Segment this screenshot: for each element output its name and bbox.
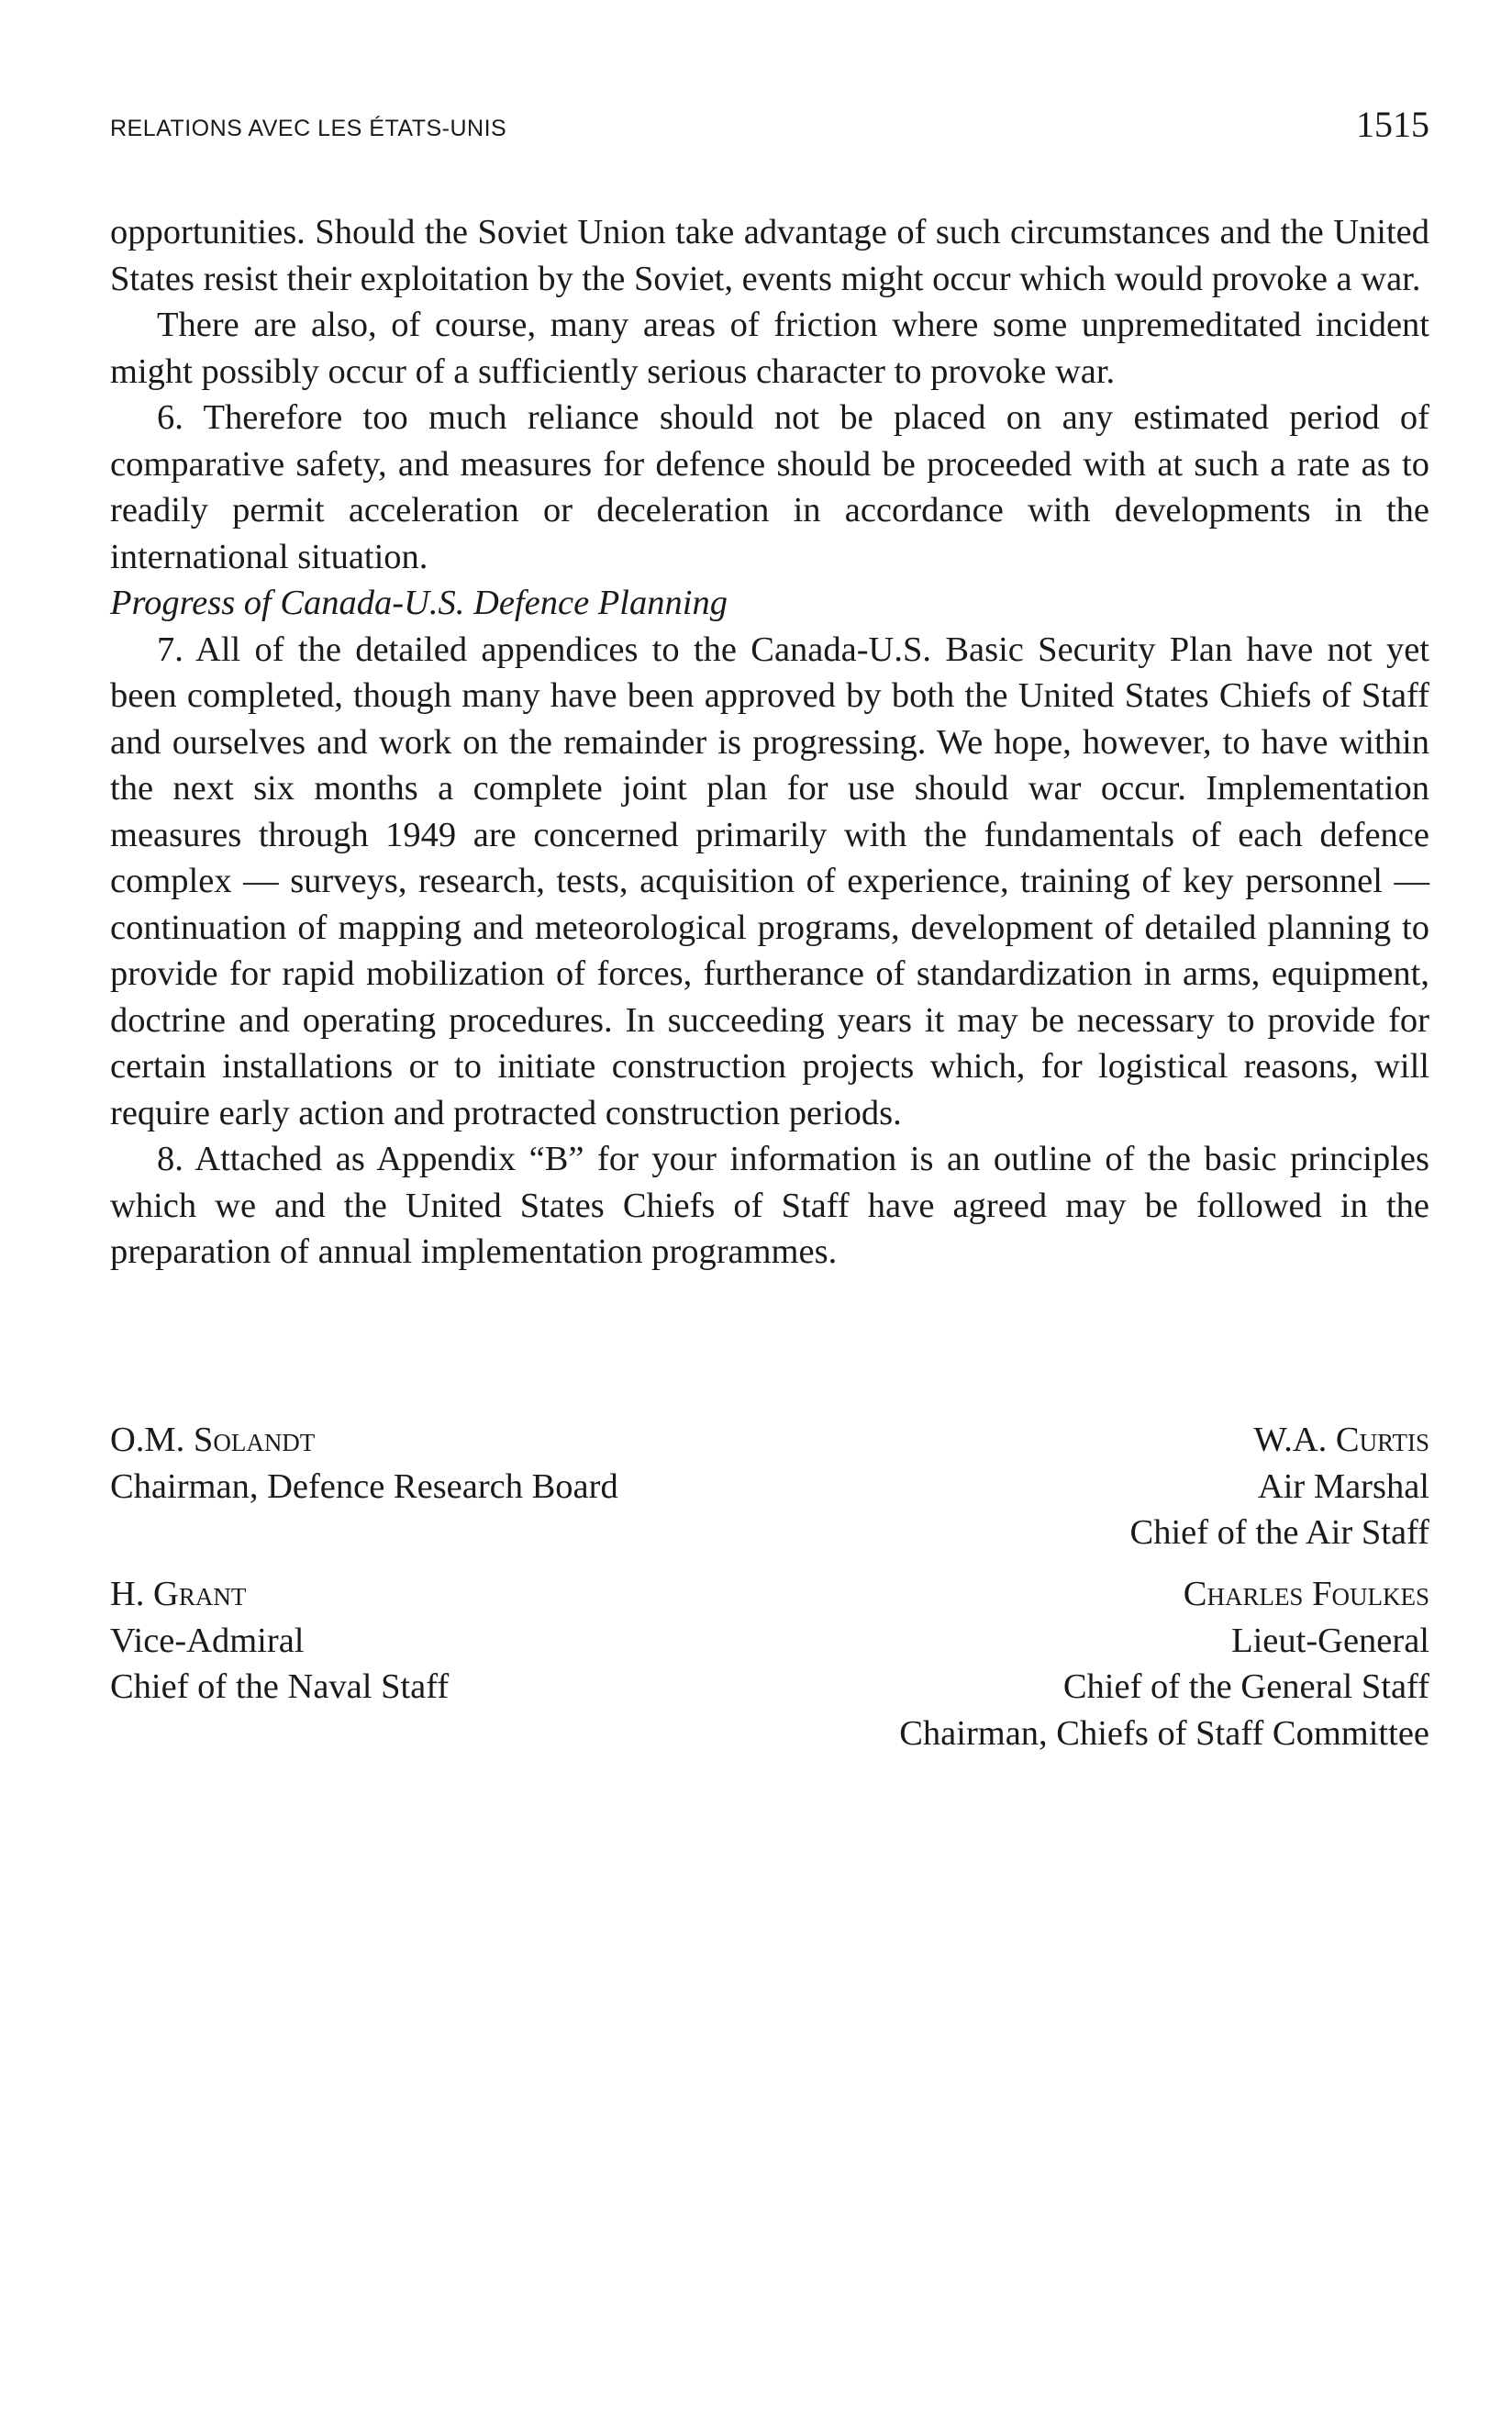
running-title: RELATIONS AVEC LES ÉTATS-UNIS — [110, 116, 507, 141]
paragraph-continuation: opportunities. Should the Soviet Union take advantage of such circumstances and the United States resist their exploitation by the Soviet, events might occur which would provoke a war. — [110, 213, 1429, 298]
section-heading: Progress of Canada-U.S. Defence Planning — [110, 584, 728, 622]
signatory-title: Chief of the General Staff — [1062, 1667, 1429, 1706]
signatory-title-secondary: Chairman, Chiefs of Staff Committee — [899, 1713, 1429, 1753]
signature-curtis — [1130, 1417, 1429, 1556]
signature-solandt — [110, 1417, 618, 1510]
body-text — [110, 209, 1429, 1276]
signatory-name: H. Grant — [110, 1575, 247, 1613]
paragraph-8: 8. Attached as Appendix “B” for your information is an outline of the basic principles which we and the United States Chiefs of Staff have agreed may be followed in the preparation of annual implementation programmes. — [110, 1140, 1429, 1271]
signatory-name: O.M. Solandt — [110, 1421, 316, 1459]
paragraph-7: 7. All of the detailed appendices to the Canada-U.S. Basic Security Plan have not yet been completed, though many have been approved by both the United States Chiefs of Staff and ourselves and work on the remainder is progressing. We hope, however, to have within the next six months a complete joint plan for use should war occur. Implementation measures through 1949 are concerned primarily with the fundamentals of each defence complex — surveys, research, tests, acquisition of experience, training of key personnel — continuation of mapping and meteorological programs, development of detailed planning to provide for rapid mobilization of forces, furtherance of standardization in arms, equipment, doctrine and operating procedures. In succeeding years it may be necessary to provide for certain installations or to initiate construction projects which, for logistical reasons, will require early action and protracted construction periods. — [110, 630, 1429, 1132]
signatory-name: W.A. Curtis — [1253, 1421, 1429, 1459]
signatory-title: Chairman, Defence Research Board — [110, 1466, 618, 1506]
signatory-title: Chief of the Naval Staff — [110, 1667, 450, 1706]
running-header — [110, 103, 1429, 158]
signature-foulkes — [899, 1571, 1429, 1756]
signature-grant — [110, 1571, 449, 1711]
page-number: 1515 — [1356, 104, 1429, 145]
signatory-rank: Lieut-General — [1231, 1621, 1429, 1660]
paragraph-friction: There are also, of course, many areas of friction where some unpremeditated incident might possibly occur of a sufficiently serious character to provoke war. — [110, 306, 1429, 391]
signatory-name: Charles Foulkes — [1183, 1575, 1429, 1613]
paragraph-6: 6. Therefore too much reliance should not be placed on any estimated period of comparative safety, and measures for defence should be proceeded with at such a rate as to readily permit acceleration or deceleration in accordance with developments in the international situation. — [110, 398, 1429, 576]
signatory-title: Chief of the Air Staff — [1129, 1513, 1429, 1552]
signatory-rank: Vice-Admiral — [110, 1621, 305, 1660]
signatory-rank: Air Marshal — [1257, 1466, 1429, 1506]
